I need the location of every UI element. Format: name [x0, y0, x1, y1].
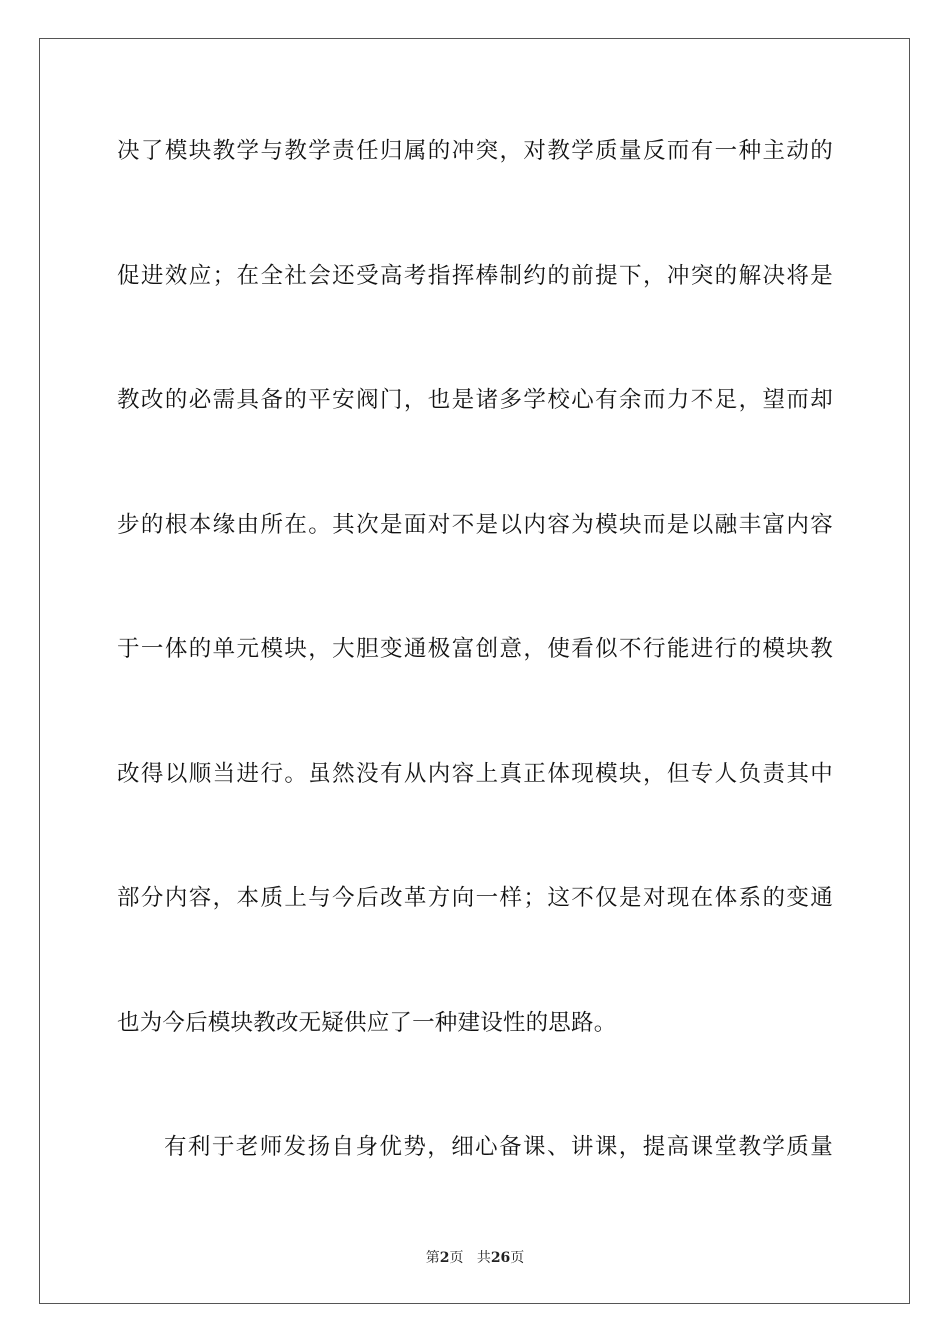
text-line-6: 改得以顺当进行。虽然没有从内容上真正体现模块，但专人负责其中	[117, 760, 833, 787]
paragraph-2-first-line: 有利于老师发扬自身优势，细心备课、讲课，提高课堂教学质量	[164, 1134, 833, 1160]
text-line-2: 促进效应；在全社会还受高考指挥棒制约的前提下，冲突的解决将是	[117, 262, 833, 289]
total-pages-number: 26	[490, 1250, 511, 1266]
text-line-4: 步的根本缘由所在。其次是面对不是以内容为模块而是以融丰富内容	[117, 511, 833, 538]
page-footer	[0, 1247, 950, 1267]
text-line-1: 决了模块教学与教学责任归属的冲突，对教学质量反而有一种主动的	[117, 138, 833, 164]
footer-total-suffix: 页	[510, 1250, 525, 1266]
text-line-7: 部分内容，本质上与今后改革方向一样；这不仅是对现在体系的变通	[117, 885, 833, 911]
footer-total-prefix: 共	[476, 1250, 491, 1266]
footer-page-suffix: 页	[449, 1250, 464, 1266]
document-body	[117, 126, 833, 1247]
text-line-8: 也为今后模块教改无疑供应了一种建设性的思路。	[117, 1009, 617, 1036]
text-line-5: 于一体的单元模块，大胆变通极富创意，使看似不行能进行的模块教	[117, 636, 833, 662]
footer-prefix: 第	[425, 1250, 440, 1266]
text-line-3: 教改的必需具备的平安阀门，也是诸多学校心有余而力不足，望而却	[117, 387, 833, 413]
current-page-number: 2	[439, 1250, 450, 1266]
